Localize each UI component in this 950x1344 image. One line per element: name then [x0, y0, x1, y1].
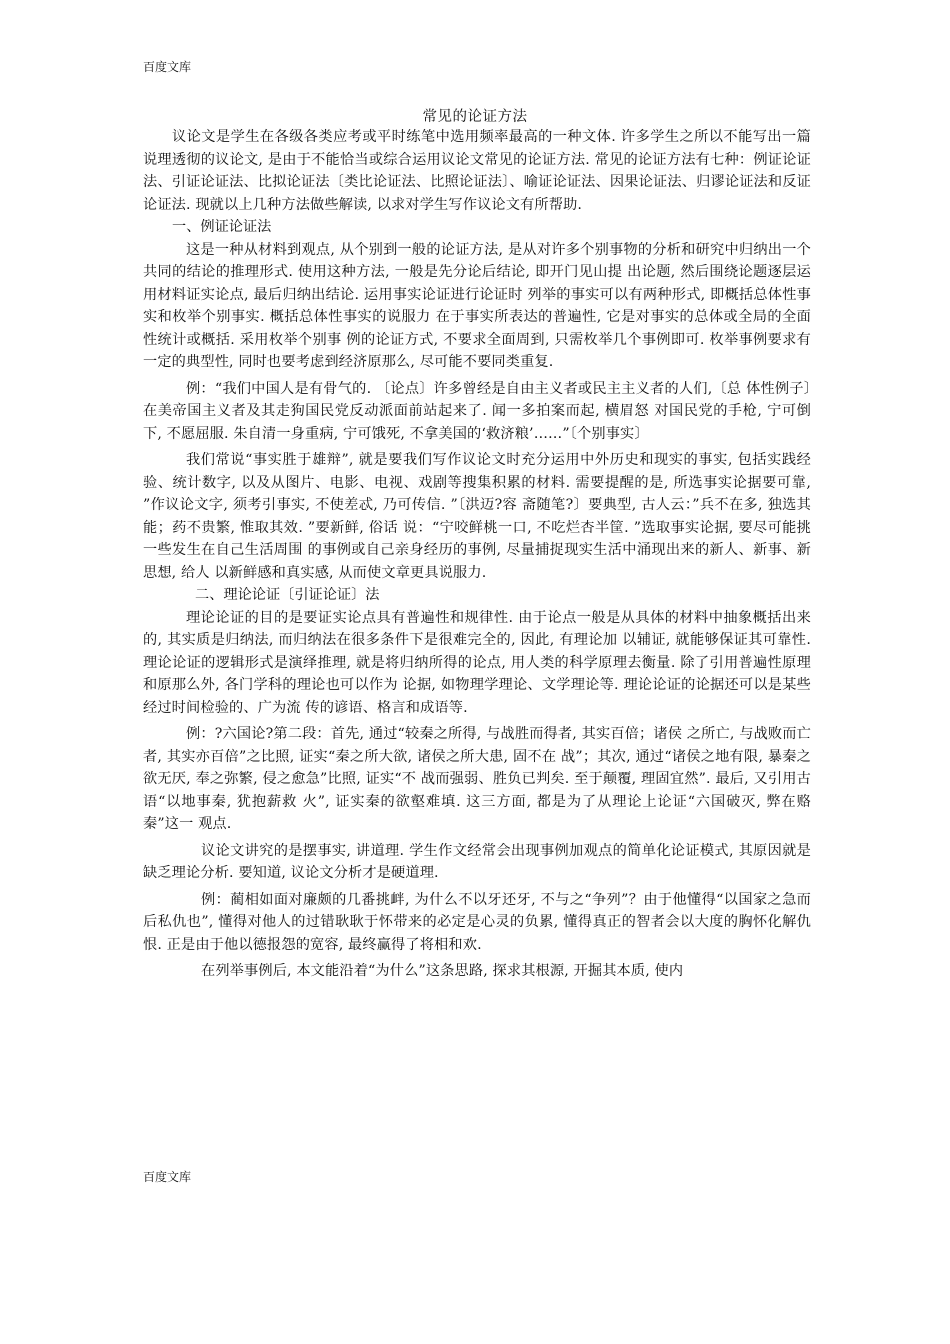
paragraph-example-2: 例：?六国论?第二段：首先, 通过“较秦之所得, 与战胜而得者, 其实百倍；诸侯 之所亡, 与战败而亡者, 其实亦百倍”之比照, 证实“秦之所大欲, 诸侯之所大患, 固不在 战”；其次, 通过“诸侯之地有限, 暴秦之欲无厌, 奉之弥繁, 侵之愈急”比照, 证实“不 战而强弱、胜负已判矣. 至于颠覆, 理固宜然”. 最后, 又引用古语“以地事秦, 犹抱薪救 火”, 证实秦的欲壑难填. 这三方面, 都是为了从理论上论证“六国破灭, 弊在赂秦”这一 观点.: [143, 726, 811, 832]
paragraph-example-3: 例：蔺相如面对廉颇的几番挑衅, 为什么不以牙还牙, 不与之“争列”？由于他懂得“以国家之急而后私仇也”, 懂得对他人的过错耿耿于怀带来的必定是心灵的负累, 懂得真正的智者会以大度的胸怀化解仇恨. 正是由于他以德报怨的宽容, 最终赢得了将相和欢.: [143, 891, 811, 953]
document-title: 常见的论证方法: [422, 109, 528, 125]
paragraph-theory-method: 理论论证的目的是要证实论点具有普遍性和规律性. 由于论点一般是从具体的材料中抽象概括出来的, 其实质是归纳法, 而归纳法在很多条件下是很难完全的, 因此, 有理论加 以辅证, 就能够保证其可靠性. 理论论证的逻辑形式是演绎推理, 就是将归纳所得的论点, 用人类的科学原理去衡量. 除了引用普遍性原理和原那么外, 各门学科的理论也可以作为 论据, 如物理学理论、文学理论等. 理论论证的论据还可以是某些经过时间检验的、广为流 传的谚语、格言和成语等.: [143, 609, 811, 716]
header-label: 百度文库: [143, 60, 192, 74]
section-heading-1: 一、例证论证法: [172, 219, 272, 235]
paragraph-example-method: 这是一种从材料到观点, 从个别到一般的论证方法, 是从对许多个别事物的分析和研究中归纳出一个共同的结论的推理形式. 使用这种方法, 一般是先分论后结论, 即开门见山提 出论题, 然后围绕论题逐层运用材料证实论点, 最后归纳出结论. 运用事实论证进行论证时 列举的事实可以有两种形式, 即概括总体性事实和枚举个别事实. 概括总体性事实的说服力 在于事实所表达的普遍性, 它是对事实的总体或全局的全面性统计或概括. 采用枚举个别事 例的论证方式, 不要求全面周到, 只需枚举几个事例即可. 枚举事例要求有一定的典型性, 同时也要考虑到经济原那么, 尽可能不要同类重复.: [143, 241, 811, 370]
section-heading-2: 二、理论论证〔引证论证〕法: [195, 587, 380, 603]
paragraph-facts: 我们常说“事实胜于雄辩”, 就是要我们写作议论文时充分运用中外历史和现实的事实, 包括实践经验、统计数字, 以及从图片、电影、电视、戏剧等搜集积累的材料. 需要提醒的是, 所选事实论据要可靠, ”作议论文字, 须考引事实, 不使差忒, 乃可传信. ”〔洪迈?容 斋随笔?〕要典型, 古人云：”兵不在多, 独选其能；药不贵繁, 惟取其效. ”要新鲜, 俗话 说：“宁咬鲜桃一口, 不吃烂杏半筐. ”选取事实论据, 要尽可能挑一些发生在自己生活周围 的事例或自己亲身经历的事例, 尽量捕捉现实生活中涌现出来的新人、新事、新思想, 给人 以新鲜感和真实感, 从而使文章更具说服力.: [143, 452, 811, 581]
document-body: [143, 126, 811, 983]
paragraph-reasoning: 议论文讲究的是摆事实, 讲道理. 学生作文经常会出现事例加观点的简单化论证模式, 其原因就是缺乏理论分析. 要知道, 议论文分析才是硬道理.: [143, 842, 811, 881]
paragraph-continuation: 在列举事例后, 本文能沿着“为什么”这条思路, 探求其根源, 开掘其本质, 使内: [201, 963, 684, 979]
paragraph-example-1: 例：“我们中国人是有骨气的. 〔论点〕许多曾经是自由主义者或民主主义者的人们,〔总 体性例子〕在美帝国主义者及其走狗国民党反动派面前站起来了. 闻一多拍案而起, 横眉怒 对国民党的手枪, 宁可倒下, 不愿屈服. 朱自清一身重病, 宁可饿死, 不拿美国的‘救济粮’……”〔个别事实〕: [143, 380, 811, 442]
footer-label: 百度文库: [143, 1170, 192, 1184]
paragraph-intro: 议论文是学生在各级各类应考或平时练笔中选用频率最高的一种文体. 许多学生之所以不能写出一篇说理透彻的议论文, 是由于不能恰当或综合运用议论文常见的论证方法. 常见的论证方法有七种：例证论证法、引证论证法、比拟论证法〔类比论证法、比照论证法〕、喻证论证法、因果论证法、归谬论证法和反证论证法. 现就以上几种方法做些解读, 以求对学生写作议论文有所帮助.: [143, 129, 811, 213]
